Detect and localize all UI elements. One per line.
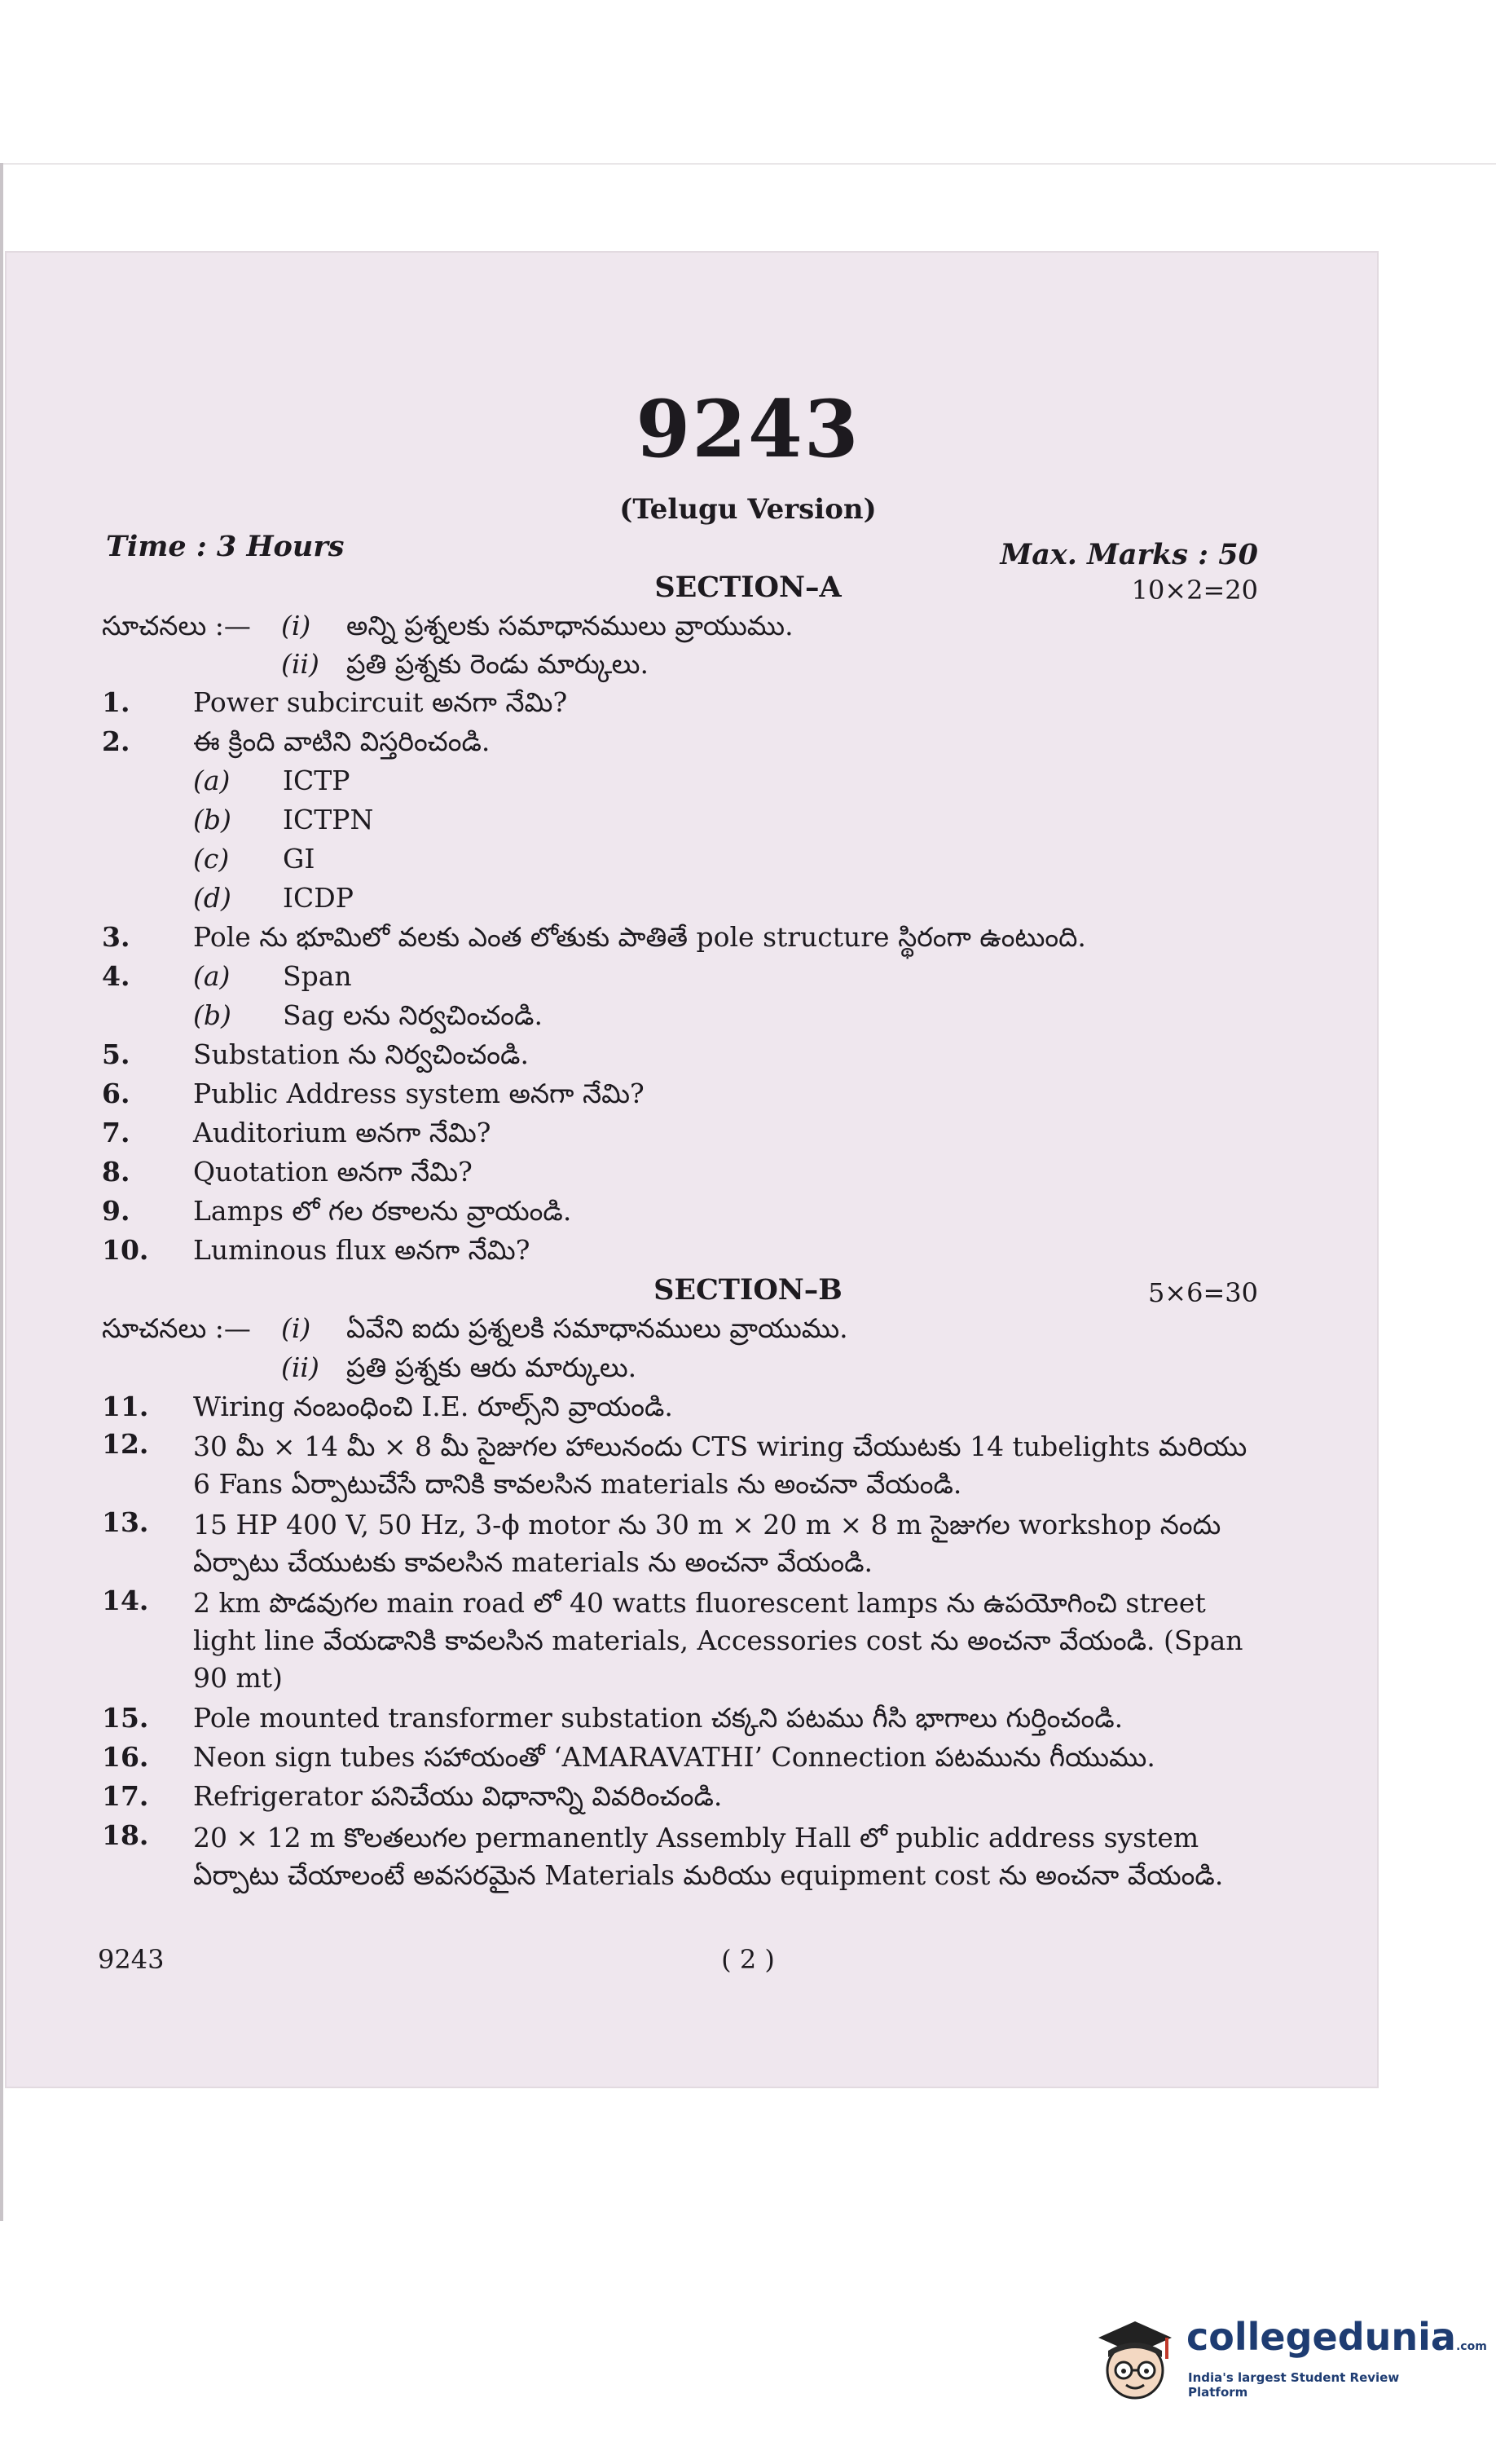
section-a-title: SECTION–A [654,571,842,604]
scan-top-edge [0,163,1496,165]
question-number: 16. [102,1741,149,1773]
section-b-notes-label: సూచనలు :— [102,1312,251,1344]
section-b-note-num: (ii) [281,1351,319,1383]
question-text: Public Address system అనగా నేమి? [193,1078,645,1109]
collegedunia-watermark [1090,2307,1487,2413]
exam-time: Time : 3 Hours [106,530,345,563]
question-text: Auditorium అనగా నేమి? [193,1117,491,1148]
subpart-text: GI [283,843,315,875]
section-a-note-num: (i) [281,610,311,641]
question-text: Refrigerator పనిచేయు విధానాన్ని వివరించండి. [193,1780,723,1812]
section-a-note-num: (ii) [281,648,319,680]
footer-paper-code: 9243 [98,1944,165,1975]
subpart-label: (d) [193,882,231,914]
section-a-note-text: ప్రతి ప్రశ్నకు రెండు మార్కులు. [346,648,649,680]
question-text: Pole ను భూమిలో వలకు ఎంత లోతుకు పాతితే pole structure స్థిరంగా ఉంటుంది. [193,921,1086,953]
question-text: 20 × 12 m కొలతలుగల permanently Assembly Hall లో public address system ఏర్పాటు చేయాలంటే అవసరమైన Materials మరియు equipment cost ను అంచనా వేయండి. [193,1822,1224,1891]
section-b-marks: 5×6=30 [1147,1277,1258,1308]
question-text: ఈ క్రింది వాటిని విస్తరించండి. [193,725,491,757]
question-number: 7. [102,1117,130,1148]
question-number: 3. [102,921,130,953]
question-number: 11. [102,1391,149,1422]
question-number: 8. [102,1156,130,1188]
question-number: 18. [102,1819,149,1851]
question-number: 6. [102,1078,130,1109]
question-text: Wiring నంబంధించి I.E. రూల్స్‌ని వ్రాయండి. [193,1391,673,1422]
question-text: Substation ను నిర్వచించండి. [193,1038,529,1070]
section-a-notes-label: సూచనలు :— [102,610,251,641]
subpart-label: (c) [193,843,230,875]
subpart-label: (a) [193,765,231,796]
question-number: 14. [102,1585,149,1616]
question-text: Quotation అనగా నేమి? [193,1156,473,1188]
subpart-label: (b) [193,804,231,835]
question-number: 12. [102,1428,149,1460]
question-number: 4. [102,960,130,992]
subpart-text: Sag లను నిర్వచించండి. [283,999,543,1031]
question-number: 5. [102,1038,130,1070]
brand-tagline: India's largest Student Review Platform [1188,2370,1400,2400]
question-text: Power subcircuit అనగా నేమి? [193,686,568,718]
subpart-text: ICTPN [283,804,374,835]
section-b-note-num: (i) [281,1312,311,1344]
section-a-note-text: అన్ని ప్రశ్నలకు సమాధానములు వ్రాయుము. [346,610,794,641]
subpart-text: ICDP [283,882,354,914]
question-text: Neon sign tubes సహాయంతో ‘AMARAVATHI’ Connection పటమును గీయుము. [193,1741,1155,1773]
question-number: 15. [102,1702,149,1734]
section-b-note-text: ప్రతి ప్రశ్నకు ఆరు మార్కులు. [346,1351,637,1383]
question-number: 2. [102,725,130,757]
subpart-label: (a) [193,960,231,992]
student-mascot-icon [1090,2307,1180,2413]
question-number: 9. [102,1195,130,1227]
section-b-title: SECTION–B [653,1273,843,1307]
question-text: Luminous flux అనగా నేమి? [193,1234,530,1266]
subpart-text: Span [283,960,352,992]
brand-name-text: collegedunia [1186,2315,1456,2359]
question-number: 17. [102,1780,149,1812]
paper-version: (Telugu Version) [619,493,877,526]
question-text: 15 HP 400 V, 50 Hz, 3-ϕ motor ను 30 m × 20 m × 8 m సైజుగల workshop నందు ఏర్పాటు చేయుటకు కావలసిన materials ను అంచనా వేయండి. [193,1509,1221,1578]
brand-name [1186,2315,1487,2359]
brand-domain: .com [1455,2340,1487,2353]
question-number: 13. [102,1506,149,1538]
section-a-marks: 10×2=20 [1131,575,1258,606]
subpart-label: (b) [193,999,231,1031]
question-number: 10. [102,1234,149,1266]
paper-number: 9243 [636,383,860,475]
subpart-text: ICTP [283,765,350,796]
question-text: 2 km పొడవుగల main road లో 40 watts fluorescent lamps ను ఉపయోగించి street light line వేయడానికి కావలసిన materials, Accessories cost ను అంచనా వేయండి. (Span 90 mt) [193,1587,1243,1694]
question-number: 1. [102,686,130,718]
question-text: Lamps లో గల రకాలను వ్రాయండి. [193,1195,572,1227]
page-number: ( 2 ) [721,1944,775,1975]
question-text: Pole mounted transformer substation చక్కని పటము గీసి భాగాలు గుర్తించండి. [193,1702,1124,1734]
section-b-note-text: ఏవేని ఐదు ప్రశ్నలకి సమాధానములు వ్రాయుము. [346,1312,848,1344]
question-text: 30 మీ × 14 మీ × 8 మీ సైజుగల హాలునందు CTS wiring చేయుటకు 14 tubelights మరియు 6 Fans ఏర్పాటుచేసే దానికి కావలసిన materials ను అంచనా వేయండి. [193,1430,1247,1500]
max-marks: Max. Marks : 50 [1000,538,1258,571]
